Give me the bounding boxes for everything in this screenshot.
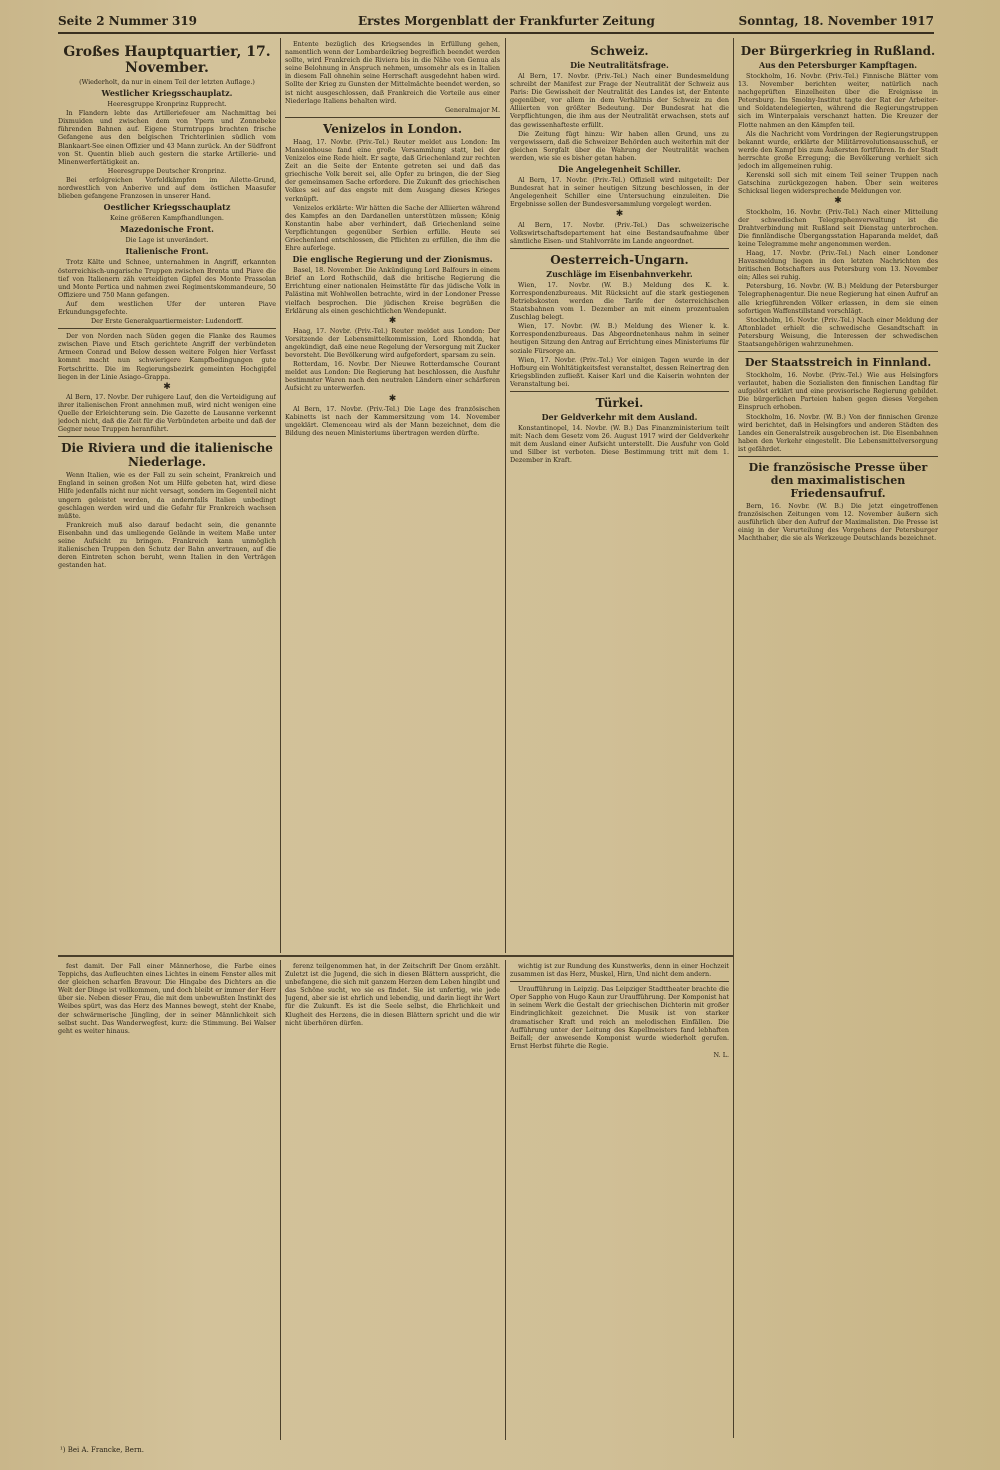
column-rule <box>280 38 281 953</box>
newspaper-title: Erstes Morgenblatt der Frankfurter Zeitung <box>358 14 655 28</box>
feuilleton-paragraph: ferenz teilgenommen hat, in der Zeitschrift Der Gnom erzählt. Zuletzt ist die Jugend, die sich in diesen Blättern ausspricht, die unbefangene, die sich mit ganzem Herzen dem Leben hingibt und das Schöne sucht, wo sie es findet. Sie ist unfertig, wie jede Jugend, aber sie ist ehrlich und lebendig, und darin liegt ihr Wert für die Zukunft. Es ist die Seele selbst, die Ehrlichkeit und Klugheit des Herzens, die in diesen Blättern spricht und die wir nicht überhören dürfen. <box>285 962 500 1027</box>
page-number: Seite 2 Nummer 319 <box>58 14 198 28</box>
article-paragraph: Al Bern, 17. Novbr. (Priv.-Tel.) Nach einer Bundesmeldung schreibt der Manifest zur Frage der Neutralität der Schweiz aus Paris: Die Gewissheit der Neutralität des Landes ist, der Entente gegenüber, vor allem in dem Verhältnis der Schweiz zu den Alliierten von größter Bedeutung. Der Bundesrat hat die Verpflichtungen, die ihm aus der Neutralität erwachsen, stets auf das gewissenhafteste erfüllt. <box>510 72 729 129</box>
column-rule <box>505 38 506 953</box>
subheading-eastern-front: Oestlicher Kriegsschauplatz <box>103 202 231 213</box>
army-group-heading: Heeresgruppe Kronprinz Rupprecht. <box>107 100 227 109</box>
headline-schweiz: Schweiz. <box>590 44 649 58</box>
section-rule <box>738 456 938 457</box>
subheading-schiller: Die Angelegenheit Schiller. <box>558 164 681 175</box>
subheading-note: Die Lage ist unverändert. <box>125 236 209 245</box>
article-paragraph: Stockholm, 16. Novbr. (W. B.) Von der finnischen Grenze wird berichtet, daß in Helsingfors und anderen Städten des Landes ein Generalstreik ausgebrochen ist. Die Eisenbahnen haben den Verkehr eingestellt. Die Lebensmittelversorgung ist gefährdet. <box>738 412 938 453</box>
headline-hauptquartier: Großes Hauptquartier, 17. November. <box>63 44 271 76</box>
headline-tuerkei: Türkei. <box>595 396 644 410</box>
column-1 <box>58 40 276 952</box>
article-paragraph: Konstantinopel, 14. Novbr. (W. B.) Das Finanzministerium teilt mit: Nach dem Gesetz vom 26. August 1917 wird der Geldverkehr mit dem Ausland einer Aufsicht unterstellt. Die Ausfuhr von Gold und Silber ist verboten. Diese Bestimmung tritt mit dem 1. Dezember in Kraft. <box>510 424 729 465</box>
column-rule <box>280 960 281 1440</box>
issue-date: Sonntag, 18. November 1917 <box>738 14 934 28</box>
separator-star: ✱ <box>388 315 397 326</box>
section-rule <box>58 436 276 437</box>
column-2 <box>285 40 500 952</box>
headline-riviera: Die Riviera und die italienische Niederlage. <box>61 441 273 470</box>
article-paragraph: In Flandern lebte das Artilleriefeuer am Nachmittag bei Dixmuiden und zwischen dem von Ypern und Zonnebeke führenden Bahnen auf. Eigene Sturmtrupps brachten frische Gefangene aus den belgischen Trichterlinien südlich vom Blankaart-See einen Offizier und 43 Mann zurück. An der Südfront von St. Quentin blieb auch gestern die starke Artillerie- und Minenwerfertätigkeit an. <box>58 109 276 166</box>
feuilleton-paragraph: fest damit. Der Fall einer Männerhose, die Farbe eines Teppichs, das Aufleuchten eines Lichtes in einem Fenster alles mit der gleichen scharfen Bravour. Die Hingabe des Dichters an die Welt der Dinge ist vollkommen, und doch bleibt er immer der Herr über sie. Neben dieser Frau, die mit dem unbewußten Instinkt des Weibes spürt, was das Herz des Mannes bewegt, steht der Knabe, der schwärmerische Jüngling, der in seiner Männlichkeit sich selbst sucht. Das Wanderwegfest, kurz: die Stimmung. Bei Walser geht es weiter hinaus. <box>58 962 276 1035</box>
headline-venizelos: Venizelos in London. <box>323 121 462 136</box>
signature: Der Erste Generalquartiermeister: Ludendorff. <box>90 317 244 326</box>
separator-star: ✱ <box>834 196 842 207</box>
section-rule <box>510 391 729 392</box>
feuilleton-column-2 <box>285 962 500 1440</box>
signature: N. L. <box>713 1050 729 1059</box>
article-paragraph: Wien, 17. Novbr. (Priv.-Tel.) Vor einigen Tagen wurde in der Hofburg ein Wohltätigkeitsfest veranstaltet, dessen Reinertrag den Kriegsblinden zufließt. Kaiser Karl und die Kaiserin wohnten der Veranstaltung bei. <box>510 355 729 388</box>
article-paragraph: Petersburg, 16. Novbr. (W. B.) Meldung der Petersburger Telegraphenagentur. Die neue Regierung hat einen Aufruf an alle kriegführenden Völker erlassen, in dem sie einen sofortigen Waffenstillstand vorschlägt. <box>738 282 938 315</box>
subheading-note: Keine größeren Kampfhandlungen. <box>110 214 224 223</box>
footnote: ¹) Bei A. Francke, Bern. <box>60 1446 145 1454</box>
article-paragraph: Kerenski soll sich mit einem Teil seiner Truppen nach Gatschina zurückgezogen haben. Über sein weiteres Schicksal liegen widersprechende Meldungen vor. <box>738 171 938 196</box>
repeat-note: (Wiederholt, da nur in einem Teil der letzten Auflage.) <box>79 78 255 86</box>
subheading-macedonian-front: Mazedonische Front. <box>120 224 214 235</box>
article-paragraph: Al Bern, 17. Novbr. Der ruhigere Lauf, den die Verteidigung auf ihrer italienischen Front annehmen muß, wird nicht wenigen eine Quelle der Erleichterung sein. Die Gazette de Lausanne verkennt jedoch nicht, daß die Zeit für die Verbündeten arbeite und daß der Gegner neue Truppen heranführt. <box>58 392 276 434</box>
subheading-italian-front: Italienische Front. <box>125 246 209 257</box>
article-paragraph: Al Bern, 17. Novbr. (Priv.-Tel.) Das schweizerische Volkswirtschaftsdepartement hat eine Bestandsaufnahme über sämtliche Eisen- und Stahlvorräte im Lande angeordnet. <box>510 220 729 245</box>
article-paragraph: Haag, 17. Novbr. (Priv.-Tel.) Reuter meldet aus London: Der Vorsitzende der Lebensmittelkommission, Lord Rhondda, hat angekündigt, daß eine neue Regelung der Versorgung mit Zucker bevorsteht. Die Bevölkerung wird aufgefordert, sparsam zu sein. <box>285 326 500 360</box>
article-paragraph: Stockholm, 16. Novbr. (Priv.-Tel.) Wie aus Helsingfors verlautet, haben die Sozialisten den finnischen Landtag für aufgelöst erklärt und eine provisorische Regierung gebildet. Die bürgerlichen Parteien haben gegen dieses Vorgehen Einspruch erhoben. <box>738 371 938 412</box>
section-rule <box>738 351 938 352</box>
article-paragraph: Al Bern, 17. Novbr. (Priv.-Tel.) Offiziell wird mitgeteilt: Der Bundesrat hat in seiner heutigen Sitzung beschlossen, in der Angelegenheit Schiller eine Untersuchung einzuleiten. Die Ergebnisse sollen der Bundesversammlung vorgelegt werden. <box>510 176 729 209</box>
article-paragraph: Entente bezüglich des Kriegsendes in Erfüllung gehen, namentlich wenn der Lombardeikrieg begreiflich beendet werden sollte, wird Frankreich die Riviera bis in die Nähe von Genua als seine Belohnung in Anspruch nehmen, umsomehr als es in Italien in diesem Fall ohnehin seine Herrschaft ausgedehnt haben wird. Sollte der Krieg zu Gunsten der Mittelmächte beendet werden, so ist nicht ausgeschlossen, daß Frankreich die Vorteile aus einer Niederlage Italiens behalten wird. <box>285 40 500 105</box>
masthead <box>58 12 934 34</box>
article-paragraph: Der von Norden nach Süden gegen die Flanke des Raumes zwischen Piave und Etsch gerichtete Angriff der verbündeten Armeen Conrad und Below dessen weitere Folgen hier Verfasst kommt macht nun schwierigere Kampfbedingungen gute Fortschritte. Die im Regierungsbezirk gemeinten Hochgipfel liegen in der Linie Asiago–Grappa. <box>58 332 276 381</box>
feuilleton-divider <box>58 955 733 957</box>
subheading-railway: Zuschläge im Eisenbahnverkehr. <box>546 268 693 279</box>
section-rule <box>510 248 729 249</box>
article-paragraph: Basel, 18. November. Die Ankündigung Lord Balfours in einem Brief an Lord Rothschild, daß die britische Regierung die Errichtung einer nationalen Heimstätte für das jüdische Volk in Palästina mit Wohlwollen betrachte, wird in der Londoner Presse vielfach besprochen. Die jüdischen Kreise begrüßen die Erklärung als einen geschichtlichen Wendepunkt. <box>285 266 500 315</box>
article-paragraph: Bei erfolgreichen Vorfeldkämpfen im Ailette-Grund, nordwestlich von Anberive und auf dem östlichen Maasufer blieben gefangene Franzosen in unserer Hand. <box>58 175 276 201</box>
feuilleton-paragraph: wichtig ist zur Rundung des Kunstwerks, denn in einer Hochzeit zusammen ist das Herz, Muskel, Hirn, Und nicht dem andern. <box>510 962 729 979</box>
article-paragraph: Stockholm, 16. Novbr. (Priv.-Tel.) Nach einer Meldung der Aftonbladet erhielt die schwedische Gesandtschaft in Petersburg Weisung, die Interessen der schwedischen Staatsangehörigen wahrzunehmen. <box>738 315 938 348</box>
column-rule <box>733 38 734 1438</box>
section-rule <box>510 981 729 982</box>
article-paragraph: Wenn Italien, wie es der Fall zu sein scheint, Frankreich und England in seinen großen Not um Hilfe gebeten hat, wird diese Hilfe jedenfalls nicht nur nicht versagt, sondern im Gegenteil nicht ungern geleistet werden, da andernfalls Italien unbedingt geschlagen werden wird und die Gefahr für Frankreich wachsen müßte. <box>58 471 276 520</box>
headline-french-press: Die französische Presse über den maximalistischen Friedensaufruf. <box>748 461 928 501</box>
army-group-heading: Heeresgruppe Deutscher Kronprinz. <box>107 166 227 175</box>
subheading-neutrality: Die Neutralitätsfrage. <box>570 60 669 70</box>
feuilleton-paragraph: Uraufführung in Leipzig. Das Leipziger Stadttheater brachte die Oper Sappho von Hugo Kaun zur Uraufführung. Der Komponist hat in seinem Werk die Gestalt der griechischen Dichterin mit großer Eindringlichkeit gezeichnet. Die Musik ist von starker dramatischer Kraft und reich an melodischen Einfällen. Die Aufführung unter der Leitung des Kapellmeisters fand lebhaften Beifall; der anwesende Komponist wurde wiederholt gerufen. Ernst Herbst führte die Regie. <box>510 985 729 1050</box>
headline-finnland: Der Staatsstreich in Finnland. <box>744 356 932 370</box>
article-paragraph: Al Bern, 17. Novbr. (Priv.-Tel.) Die Lage des französischen Kabinetts ist nach der Kammersitzung vom 14. November ungeklärt. Clemenceau wird als der Mann bezeichnet, dem die Bildung des neuen Ministeriums übertragen werden dürfte. <box>285 404 500 437</box>
subheading-petersburg: Aus den Petersburger Kampftagen. <box>758 60 918 70</box>
article-paragraph: Rotterdam, 16. Novbr. Der Nieuwe Rotterdamsche Courant meldet aus London: Die Regierung hat beschlossen, die Ausfuhr bestimmter Waren nach den neutralen Ländern einer schärferen Aufsicht zu unterwerfen. <box>285 360 500 393</box>
separator-star: ✱ <box>163 381 171 392</box>
headline-oesterreich: Oesterreich-Ungarn. <box>550 252 689 267</box>
feuilleton-column-1 <box>58 962 276 1440</box>
separator-star: ✱ <box>615 209 624 220</box>
signature: Generalmajor M. <box>444 105 500 114</box>
article-paragraph: Venizelos erklärte: Wir hätten die Sache der Alliierten während des Kampfes an den Dardanellen unterstützen müssen; König Konstantin habe aber verhindert, daß Griechenland seine Verpflichtungen gegenüber Serbien erfülle. Heute sei Griechenland entschlossen, die Pflichten zu erfüllen, die ihm die Ehre auferlege. <box>285 203 500 253</box>
article-paragraph: Haag, 17. Novbr. (Priv.-Tel.) Nach einer Londoner Havasmeldung liegen in den letzten Nachrichten des britischen Botschafters aus Petersburg vom 13. November ein; Alles sei ruhig. <box>738 248 938 282</box>
article-paragraph: Wien, 17. Novbr. (W. B.) Meldung des K. k. Korrespondenzbureaus. Mit Rücksicht auf die stark gestiegenen Betriebskosten werden die Tarife der österreichischen Staatsbahnen vom 1. Dezember an mit einem prozentualen Zuschlag belegt. <box>510 280 729 322</box>
feuilleton-column-3 <box>510 962 729 1440</box>
article-paragraph: Die Zeitung fügt hinzu: Wir haben allen Grund, uns zu vergewissern, daß die Schweizer Behörden auch weiterhin mit der gleichen Sorgfalt über die Wahrung der Neutralität wachen werden, wie sie es bisher getan haben. <box>510 129 729 162</box>
section-rule <box>58 328 276 329</box>
article-paragraph: Trotz Kälte und Schnee, unternahmen in Angriff, erkannten österreichisch-ungarische Truppen zwischen Brenta und Piave die tief von Italienern zäh verteidigten Gipfel des Monte Prassolan und Monte Pertica und nahmen zwei Regimentskommandeure, 50 Offiziere und 750 Mann gefangen. <box>58 258 276 299</box>
column-4 <box>738 40 938 1440</box>
subheading-zionism: Die englische Regierung und der Zionismus. <box>292 254 493 265</box>
article-paragraph: Wien, 17. Novbr. (W. B.) Meldung des Wiener k. k. Korrespondenzbureaus. Das Abgeordnetenhaus nahm in seiner heutigen Sitzung den Antrag auf Errichtung eines Ministeriums für soziale Fürsorge an. <box>510 322 729 355</box>
article-paragraph: Auf dem westlichen Ufer der unteren Piave Erkundungsgefechte. <box>58 299 276 316</box>
headline-buergerkrieg: Der Bürgerkrieg in Rußland. <box>740 44 936 58</box>
column-3 <box>510 40 729 952</box>
column-rule <box>505 960 506 1440</box>
article-paragraph: Stockholm, 16. Novbr. (Priv.-Tel.) Nach einer Mitteilung der schwedischen Telegraphenverwaltung ist die Drahtverbindung mit Rußland seit Dienstag unterbrochen. Die finnländische Übergangsstation Haparanda meldet, daß keine Telegramme mehr angenommen werden. <box>738 207 938 248</box>
subheading-western-front: Westlicher Kriegsschauplatz. <box>101 88 233 99</box>
article-paragraph: Stockholm, 16. Novbr. (Priv.-Tel.) Finnische Blätter vom 13. November berichten weiter, natürlich nach nachgeprüften Einzelheiten über die Ereignisse in Petersburg. Im Smolny-Institut tagte der Rat der Arbeiter- und Soldatendelegierten, während die Regierungstruppen sich im Winterpalais verschanzt hatten. Die Kreuzer der Flotte nahmen an den Kämpfen teil. <box>738 72 938 129</box>
article-paragraph: Haag, 17. Novbr. (Priv.-Tel.) Reuter meldet aus London: Im Mansionhouse fand eine große Versammlung statt, bei der Venizelos eine Rede hielt. Er sagte, daß Griechenland zur rechten Zeit an die Seite der Entente getreten sei und daß das griechische Volk bereit sei, alle Opfer zu bringen, die der Sieg der gemeinsamen Sache erfordere. Die Zukunft des griechischen Volkes sei auf das engste mit dem Ausgang dieses Krieges verknüpft. <box>285 137 500 203</box>
article-paragraph: Als die Nachricht vom Vordringen der Regierungstruppen bekannt wurde, erklärte der Militärrevolutionsausschuß, er werde den Kampf bis zum Äußersten fortführen. In der Stadt herrschte große Erregung; die Bevölkerung verhielt sich jedoch im allgemeinen ruhig. <box>738 129 938 171</box>
article-paragraph: Frankreich muß also darauf bedacht sein, die genannte Eisenbahn und das umliegende Gelände in weitem Maße unter seine Aufsicht zu bringen. Frankreich kann unmöglich italienischen Truppen den Schutz der Bahn anvertrauen, auf die deren Eintreten schon beruht, wenn Italien in den Verträgen gestanden hat. <box>58 520 276 570</box>
subheading-money: Der Geldverkehr mit dem Ausland. <box>541 412 698 422</box>
separator-star: ✱ <box>388 393 397 404</box>
section-rule <box>285 117 500 118</box>
article-paragraph: Bern, 16. Novbr. (W. B.) Die jetzt eingetroffenen französischen Zeitungen vom 12. November äußern sich ausführlich über den Aufruf der Maximalisten. Die Presse ist einig in der Verurteilung des Vorgehens der Petersburger Machthaber, die sie als Werkzeuge Deutschlands bezeichnet. <box>738 502 938 543</box>
